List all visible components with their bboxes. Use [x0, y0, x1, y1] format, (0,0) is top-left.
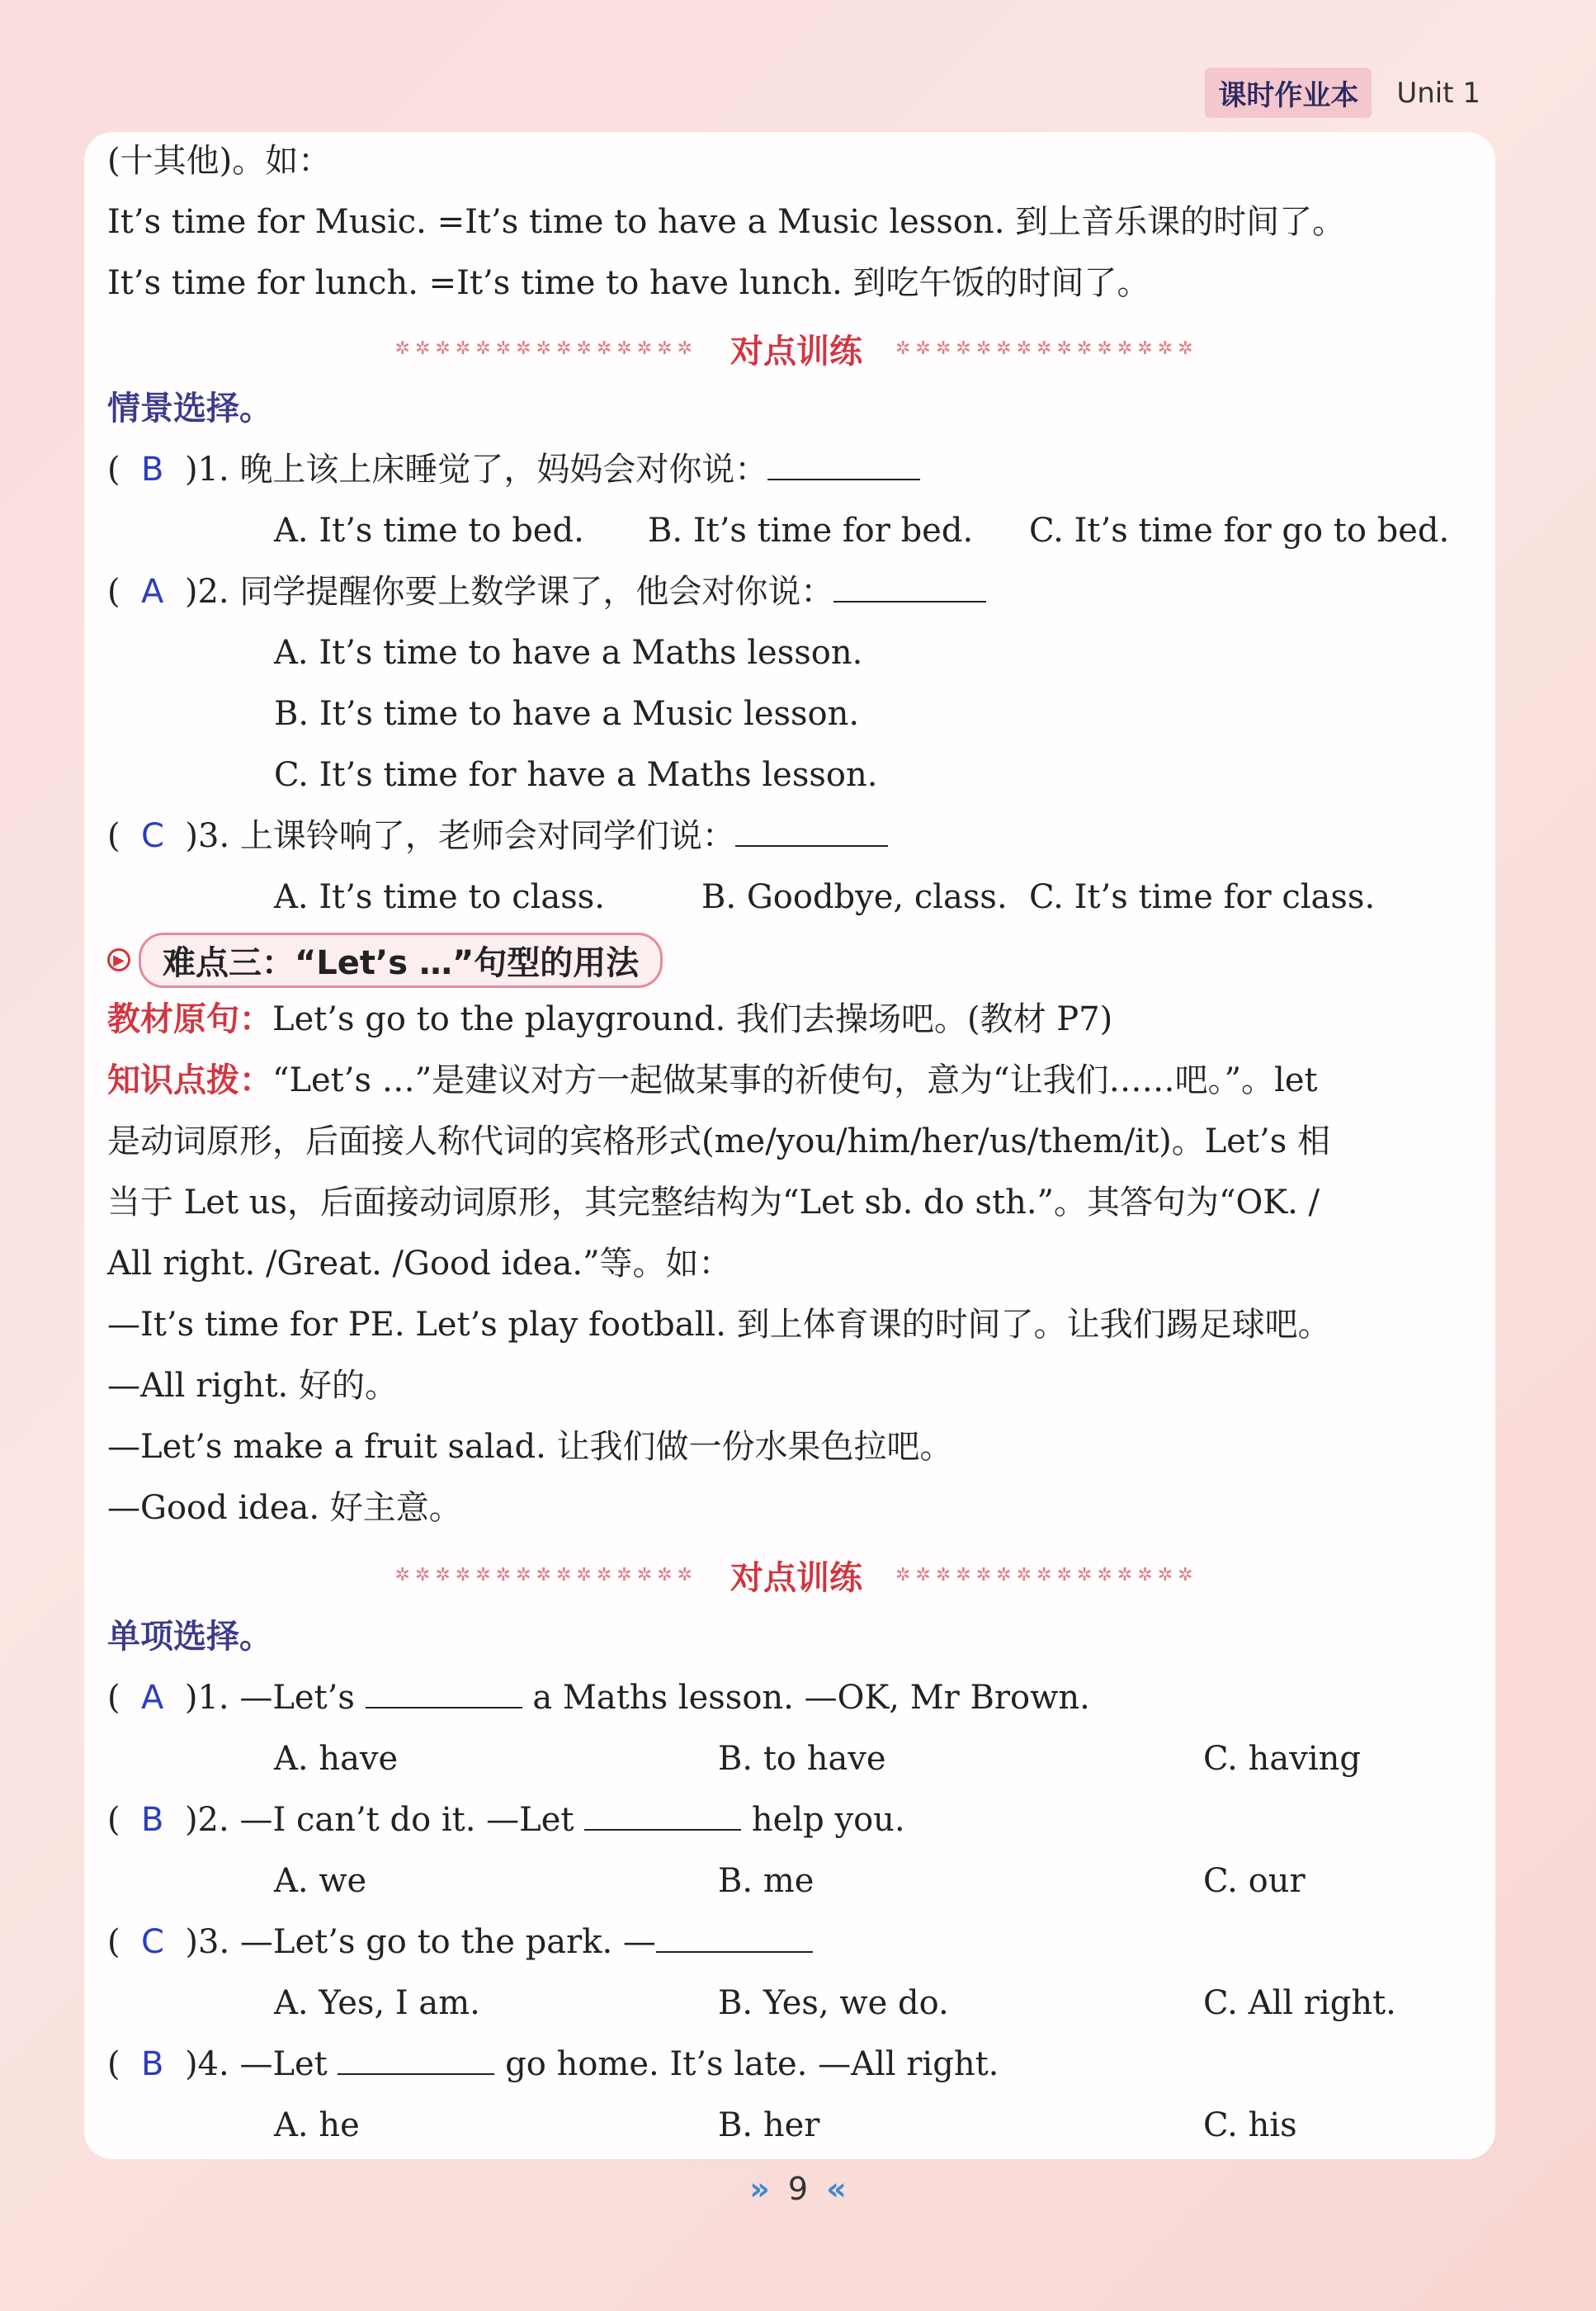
question-row: ( A )2. 同学提醒你要上数学课了，他会对你说： — [107, 567, 986, 617]
intro-line: (十其他)。如： — [107, 142, 332, 180]
example-line: —All right. 好的。 — [107, 1367, 398, 1405]
source-text: Let’s go to the playground. 我们去操场吧。(教材 P7) — [272, 1000, 1113, 1038]
option: B. her — [718, 2106, 820, 2144]
option: B. It’s time for bed. — [648, 512, 974, 550]
question-number: )1. — [184, 1679, 229, 1717]
question-row: ( A )1. —Let’s a Maths lesson. —OK, Mr Brown. — [107, 1673, 1090, 1723]
question-stem: 上课铃响了，老师会对同学们说： — [239, 817, 735, 855]
question-row: ( B )2. —I can’t do it. —Let help you. — [107, 1795, 905, 1845]
answer-blank — [338, 2040, 494, 2075]
question-stem: —Let — [239, 2045, 328, 2083]
answer: A — [141, 1679, 164, 1717]
option: C. his — [1203, 2106, 1297, 2144]
answer-blank — [833, 568, 986, 603]
question-stem: —I can’t do it. —Let — [239, 1801, 574, 1839]
question-row: ( B )4. —Let go home. It’s late. —All right. — [107, 2039, 999, 2089]
page-footer — [0, 2171, 1596, 2207]
play-icon: ▶ — [107, 948, 130, 971]
question-number: )3. — [185, 1923, 230, 1961]
option: B. Goodbye, class. — [701, 878, 1008, 916]
question-stem: —Let’s go to the park. — — [239, 1923, 656, 1961]
option: B. to have — [718, 1740, 886, 1778]
answer: B — [141, 1801, 164, 1839]
section-label: 对点训练 — [730, 332, 862, 371]
question-stem: 晚上该上床睡觉了，妈妈会对你说： — [239, 451, 768, 489]
question-row: ( C )3. 上课铃响了，老师会对同学们说： — [107, 811, 888, 861]
question-stem: help you. — [751, 1801, 905, 1839]
answer: C — [141, 817, 164, 855]
answer-blank — [735, 812, 888, 847]
option: C. It’s time for go to bed. — [1029, 512, 1450, 550]
option: A. It’s time to have a Maths lesson. — [274, 634, 863, 672]
chevron-right-icon: » — [749, 2171, 770, 2207]
tip-line: 是动词原形，后面接人称代词的宾格形式(me/you/him/her/us/them/it)。Let’s 相 — [107, 1122, 1331, 1160]
unit-label: Unit 1 — [1396, 76, 1480, 110]
question-row: ( C )3. —Let’s go to the park. — — [107, 1917, 813, 1967]
book-tag: 课时作业本 — [1205, 68, 1372, 118]
tip-line — [107, 1056, 1318, 1105]
example-line: —It’s time for PE. Let’s play football. 到上体育课的时间了。让我们踢足球吧。 — [107, 1306, 1331, 1344]
tip-label: 知识点拨： — [107, 1061, 272, 1099]
question-number: )1. — [184, 451, 229, 489]
question-number: )3. — [185, 817, 230, 855]
task-title: 单项选择。 — [107, 1618, 272, 1656]
option: C. It’s time for have a Maths lesson. — [274, 756, 878, 794]
decorative-dots: ✲✲✲✲✲✲✲✲✲✲✲✲✲✲✲ — [895, 338, 1198, 359]
example-line: —Let’s make a fruit salad. 让我们做一份水果色拉吧。 — [107, 1428, 953, 1466]
option: B. me — [718, 1862, 815, 1900]
page-header — [1205, 68, 1480, 118]
answer: C — [141, 1923, 164, 1961]
decorative-dots: ✲✲✲✲✲✲✲✲✲✲✲✲✲✲✲ — [394, 1564, 697, 1586]
intro-line: It’s time for Music. =It’s time to have a Music lesson. 到上音乐课的时间了。 — [107, 203, 1346, 241]
option: A. It’s time to bed. — [274, 512, 584, 550]
answer: B — [141, 451, 164, 489]
answer: B — [141, 2045, 164, 2083]
difficulty-header — [107, 937, 663, 983]
tip-line: 当于 Let us，后面接动词原形，其完整结构为“Let sb. do sth.”。其答句为“OK. / — [107, 1184, 1320, 1222]
option: A. It’s time to class. — [274, 878, 606, 916]
question-number: )2. — [184, 573, 229, 611]
difficulty-label: 难点三：“Let’s …”句型的用法 — [139, 933, 663, 988]
source-sentence — [107, 995, 1112, 1044]
chevron-left-icon: « — [826, 2171, 847, 2207]
answer-blank — [366, 1674, 522, 1708]
option: A. we — [274, 1862, 367, 1900]
option: A. Yes, I am. — [274, 1984, 480, 2022]
question-stem: —Let’s — [239, 1679, 355, 1717]
decorative-dots: ✲✲✲✲✲✲✲✲✲✲✲✲✲✲✲ — [394, 338, 697, 359]
question-stem: go home. It’s late. —All right. — [505, 2045, 999, 2083]
option: C. our — [1203, 1862, 1306, 1900]
answer-blank — [767, 446, 920, 480]
example-line: —Good idea. 好主意。 — [107, 1489, 462, 1527]
question-row: ( B )1. 晚上该上床睡觉了，妈妈会对你说： — [107, 445, 920, 494]
answer-blank — [656, 1918, 813, 1953]
decorative-dots: ✲✲✲✲✲✲✲✲✲✲✲✲✲✲✲ — [895, 1564, 1198, 1586]
option: C. It’s time for class. — [1029, 878, 1376, 916]
answer-blank — [584, 1796, 741, 1831]
tip-text: “Let’s …”是建议对方一起做某事的祈使句，意为“让我们……吧。”。let — [272, 1061, 1318, 1099]
section-title — [107, 324, 1485, 373]
task-title: 情景选择。 — [107, 390, 272, 428]
page-number: 9 — [787, 2171, 809, 2207]
intro-line: It’s time for lunch. =It’s time to have lunch. 到吃午饭的时间了。 — [107, 264, 1150, 302]
option: C. All right. — [1203, 1984, 1396, 2022]
option: C. having — [1203, 1740, 1361, 1778]
question-number: )2. — [184, 1801, 229, 1839]
question-stem: a Maths lesson. —OK, Mr Brown. — [532, 1679, 1090, 1717]
section-label: 对点训练 — [730, 1558, 862, 1597]
option: A. he — [274, 2106, 360, 2144]
option: B. Yes, we do. — [718, 1984, 949, 2022]
option: B. It’s time to have a Music lesson. — [274, 695, 860, 733]
source-label: 教材原句： — [107, 1000, 272, 1038]
question-number: )4. — [184, 2045, 229, 2083]
question-stem: 同学提醒你要上数学课了，他会对你说： — [239, 573, 834, 611]
option: A. have — [274, 1740, 399, 1778]
answer: A — [141, 573, 164, 611]
section-title — [107, 1550, 1485, 1600]
tip-line: All right. /Great. /Good idea.”等。如： — [107, 1245, 732, 1283]
